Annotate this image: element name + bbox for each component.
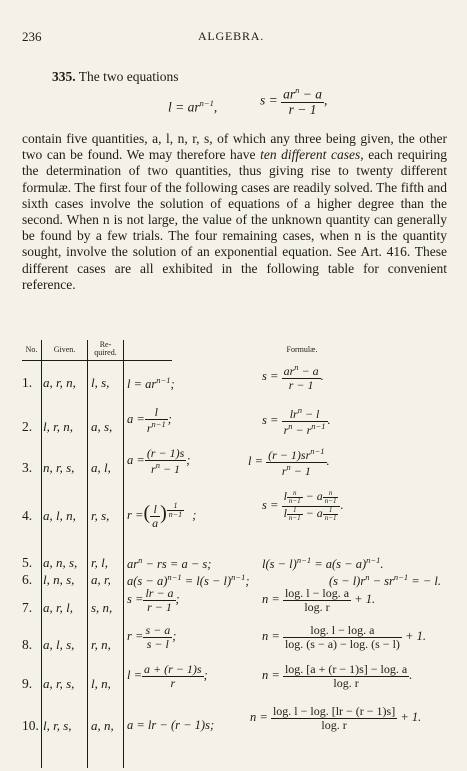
formula-2: s = $\frac{ar^n - a}{r - 1}$ .: [262, 362, 324, 392]
formula-2: $l(s - l)^{n-1} = a(s - a)^{n-1}$.: [262, 555, 384, 572]
body-paragraph: contain five quantities, a, l, n, r, s, of which any three being given, the other two can be found. We may therefore have ten different cases, each requiring the determination of two quantities, thus giving rise to twenty different formulæ. The first four of the following cases are readily solved. The fifth and sixth cases involve the solution of equations of a higher degree than the second. When n is not large, the value of the unknown quantity can generally be found by a few trials. The four remaining cases, when n is the quantity sought, involve the solution of an exponential equation. See Art. 416. These different cases are all exhibited in the following table for convenient reference.: [22, 131, 447, 292]
formula-1: a = $\frac{(r - 1)s}{r^n - 1}$ ;: [127, 446, 191, 476]
formula-2: n = $\frac{\log. [a + (r - 1)s] - \log. a}{\log. r}$ .: [262, 662, 413, 690]
header-required: Re- quired.: [94, 340, 117, 357]
col-rule-1: [41, 340, 42, 768]
formula-2: l = $\frac{(r - 1)sr^{n-1}}{r^n - 1}$ .: [248, 446, 330, 478]
running-title: ALGEBRA.: [197, 29, 265, 43]
formula-2: n = $\frac{\log. l - \log. a}{\log. r}$ + 1.: [262, 586, 376, 614]
formula-2: n = $\frac{\log. l - \log. a}{\log. (s - a) - \log. (s - l)}$ + 1.: [262, 623, 426, 651]
formula-1: $l = ar^{n-1}$;: [127, 375, 175, 392]
header-given: Given.: [53, 345, 76, 354]
formula-2: $(s - l)r^n - sr^{n-1}$ = − l.: [329, 572, 441, 589]
formula-2: n = $\frac{\log. l - \log. [lr - (r - 1)s]}{\log. r}$ + 1.: [250, 704, 422, 732]
formula-1: a = lr − (r − 1)s;: [127, 718, 215, 732]
formula-1: $ar^n$ − rs = a − s;: [127, 555, 212, 572]
header-formulae: Formulæ.: [286, 345, 318, 354]
row-number: 1.: [22, 375, 33, 390]
formula-table: No. Given. Re- quired. Formulæ. 1. a, r, n, l, s, $l = ar^{n-1}$; s = $\frac{ar^n - a}{r - 1}$ . 2. l, r, n, a, s, a = $\frac{l}{r^{n-1}}$ ; s = $\frac{lr^n - l}{r^n - r^{n-1}}$ . 3. n, r, s, a, l, a = $\frac{(r - 1)s}{r^n - 1}$ ; l = $\frac{(r - 1)sr^{n-1}}{r^n - 1}$ . 4. a, l, n, r, s, r =( $\frac{l}{a}$ ) $\frac{1}{n-1}$ ; s = l $\frac{n}{n-1}$ − a $\frac{n}{n-1}$ l $\frac{1}{n-1}$ − a $\frac{1}{n-1}$ . 5. a, n, s, r, l, $ar^n$ − rs = a − s; $l(s - l)^{n-1} = a(s - a)^{n-1}$. 6. l, n, s, a, r, $a(s - a)^{n-1} = l(s - l)^{n-1}$; $(s - l)r^n - sr^{n-1}$ = − l. 7. a, r, l, s, n, s = $\frac{lr - a}{r - 1}$ ; n = $\frac{\log. l - \log. a}{\log. r}$ + 1. 8. a, l, s, r, n, r = $\frac{s - a}{s - l}$ ; n = $\frac{\log. l - \log. a}{\log. (s - a) - \log. (s - l)}$ + 1. 9. a, r, s, l, n, l = $\frac{a + (r - 1)s}{r}$ ; n = $\frac{\log. [a + (r - 1)s] - \log. a}{\log. r}$ . 10. l, r, s, a, n, a = lr − (r − 1)s; n = $\frac{\log. l - \log. [lr - (r - 1)s]}{\log. r}$ + 1.: [22, 340, 452, 770]
emphasis-ten-cases: ten different cases: [260, 147, 361, 163]
equation-l: $l = ar^{n-1}$,: [168, 98, 218, 115]
col-rule-3: [123, 340, 124, 768]
formula-1: s = $\frac{lr - a}{r - 1}$ ;: [127, 586, 180, 614]
section-number: 335.: [52, 69, 76, 84]
formula-1: r = $\frac{s - a}{s - l}$ ;: [127, 623, 177, 651]
header-rule: [22, 360, 172, 361]
formula-1: r =( $\frac{l}{a}$ ) $\frac{1}{n-1}$ ;: [127, 501, 197, 530]
page-number: 236: [22, 29, 42, 44]
required-values: l, s,: [91, 375, 110, 390]
col-rule-2: [87, 340, 88, 768]
given-values: a, r, n,: [43, 375, 76, 390]
intro-text: The two equations: [78, 69, 179, 84]
formula-1: l = $\frac{a + (r - 1)s}{r}$ ;: [127, 662, 208, 690]
formula-1: $a(s - a)^{n-1} = l(s - l)^{n-1}$;: [127, 572, 250, 589]
equation-s: s = $\frac{ar^n - a}{r - 1}$ ,: [260, 85, 328, 117]
section-intro: [52, 69, 179, 85]
formula-2: s = $\frac{lr^n - l}{r^n - r^{n-1}}$ .: [262, 405, 331, 437]
display-equations: [168, 86, 368, 122]
formula-1: a = $\frac{l}{r^{n-1}}$ ;: [127, 405, 172, 435]
header-no: No.: [25, 345, 38, 354]
formula-2: s = l $\frac{n}{n-1}$ − a $\frac{n}{n-1}$ l $\frac{1}{n-1}$ − a $\frac{1}{n-1}$ .: [262, 489, 344, 523]
